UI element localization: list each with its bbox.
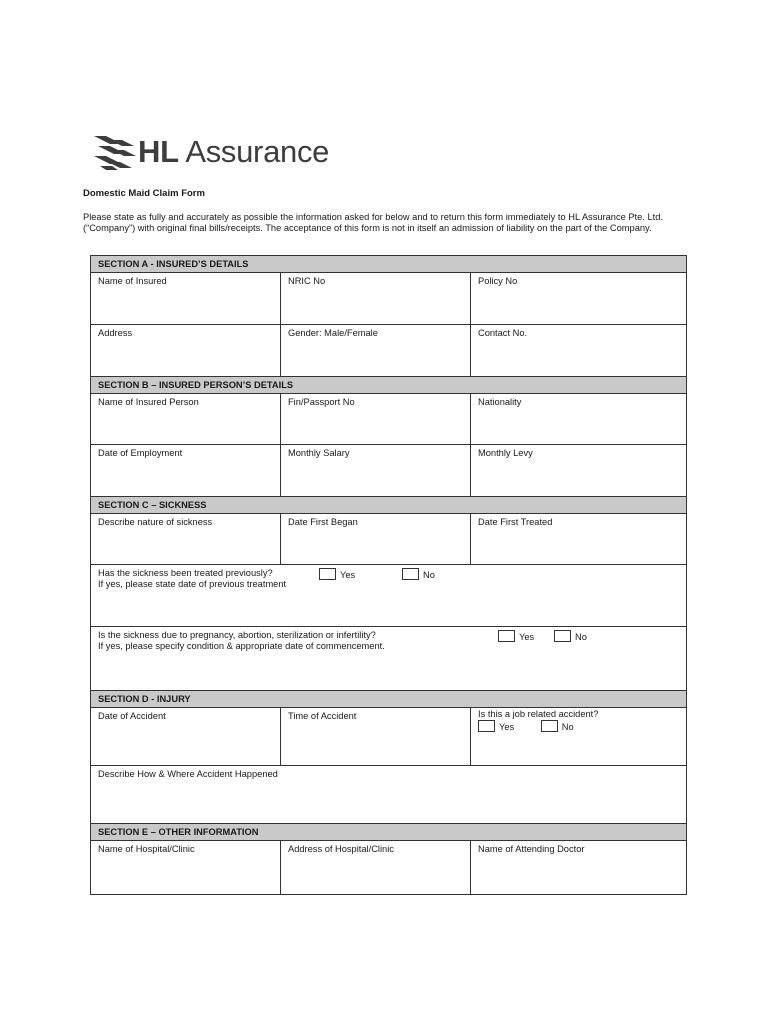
pregnancy-question: Is the sickness due to pregnancy, abortion, sterilization or infertility? [98, 630, 376, 640]
section-b-row-2 [91, 445, 686, 497]
contact-no-field[interactable]: Contact No. [478, 328, 528, 338]
treated-previously-yes-checkbox[interactable] [319, 568, 336, 580]
section-d-header: SECTION D - INJURY [91, 691, 686, 708]
gender-field[interactable]: Gender: Male/Female [281, 325, 471, 376]
job-related-question: Is this a job related accident? [478, 709, 599, 719]
claim-form-table [90, 255, 687, 895]
treated-previously-yes-option[interactable]: Yes [319, 568, 355, 581]
nature-of-sickness-field[interactable]: Describe nature of sickness [91, 514, 281, 564]
policy-no-field[interactable]: Policy No [478, 276, 518, 286]
address-field[interactable]: Address [91, 325, 281, 376]
attending-doctor-field[interactable]: Name of Attending Doctor [478, 844, 585, 854]
treated-previously-followup: If yes, please state date of previous treatment [98, 579, 287, 589]
section-d-row-2 [91, 766, 686, 824]
section-a-row-2 [91, 325, 686, 377]
section-e-row-1 [91, 841, 686, 894]
job-related-block [471, 708, 686, 765]
describe-accident-field[interactable]: Describe How & Where Accident Happened [98, 769, 278, 779]
section-c-header: SECTION C – SICKNESS [91, 497, 686, 514]
monthly-salary-field[interactable]: Monthly Salary [281, 445, 471, 496]
date-first-began-field[interactable]: Date First Began [281, 514, 471, 564]
job-related-no-checkbox[interactable] [541, 720, 558, 732]
date-of-employment-field[interactable]: Date of Employment [91, 445, 281, 496]
pregnancy-no-checkbox[interactable] [554, 630, 571, 642]
section-a-row-1 [91, 273, 686, 325]
date-of-accident-field[interactable]: Date of Accident [91, 708, 281, 765]
fin-passport-no-field[interactable]: Fin/Passport No [281, 394, 471, 444]
treated-previously-block [91, 565, 686, 626]
nric-no-field[interactable]: NRIC No [281, 273, 471, 324]
intro-text: Please state as fully and accurately as possible the information asked for below and to return this form immediately to HL Assurance Pte. Ltd. (“Company”) with original final bills/receipts. The acceptance of this form is not in itself an admission of liability on the part of the Company. [83, 212, 663, 234]
treated-previously-no-option[interactable]: No [402, 568, 435, 581]
form-title: Domestic Maid Claim Form [83, 188, 205, 199]
nationality-field[interactable]: Nationality [478, 397, 522, 407]
job-related-yes-option[interactable]: Yes [478, 722, 514, 732]
section-a-header: SECTION A - INSURED’S DETAILS [91, 256, 686, 273]
treated-previously-question: Has the sickness been treated previously? [98, 568, 273, 578]
company-logo [92, 132, 329, 172]
hospital-name-field[interactable]: Name of Hospital/Clinic [91, 841, 281, 894]
pregnancy-block [91, 627, 686, 690]
pregnancy-yes-checkbox[interactable] [498, 630, 515, 642]
hospital-address-field[interactable]: Address of Hospital/Clinic [281, 841, 471, 894]
pregnancy-followup: If yes, please specify condition & appropriate date of commencement. [98, 641, 385, 651]
pregnancy-row [91, 627, 686, 691]
treated-previously-no-checkbox[interactable] [402, 568, 419, 580]
time-of-accident-field[interactable]: Time of Accident [281, 708, 471, 765]
name-of-insured-person-field[interactable]: Name of Insured Person [91, 394, 281, 444]
job-related-yes-checkbox[interactable] [478, 720, 495, 732]
job-related-no-option[interactable]: No [541, 722, 574, 732]
name-of-insured-field[interactable]: Name of Insured [91, 273, 281, 324]
monthly-levy-field[interactable]: Monthly Levy [478, 448, 533, 458]
section-c-row-1 [91, 514, 686, 565]
treated-previously-row [91, 565, 686, 627]
section-b-row-1 [91, 394, 686, 445]
pregnancy-no-option[interactable]: No [554, 630, 587, 643]
job-related-options [478, 720, 679, 733]
pregnancy-yes-option[interactable]: Yes [498, 630, 534, 643]
logo-wordmark: HL Assurance [138, 134, 330, 169]
hl-logo-mark-icon [92, 132, 136, 172]
date-first-treated-field[interactable]: Date First Treated [478, 517, 553, 527]
section-d-row-1 [91, 708, 686, 766]
section-b-header: SECTION B – INSURED PERSON’S DETAILS [91, 377, 686, 394]
section-e-header: SECTION E – OTHER INFORMATION [91, 824, 686, 841]
